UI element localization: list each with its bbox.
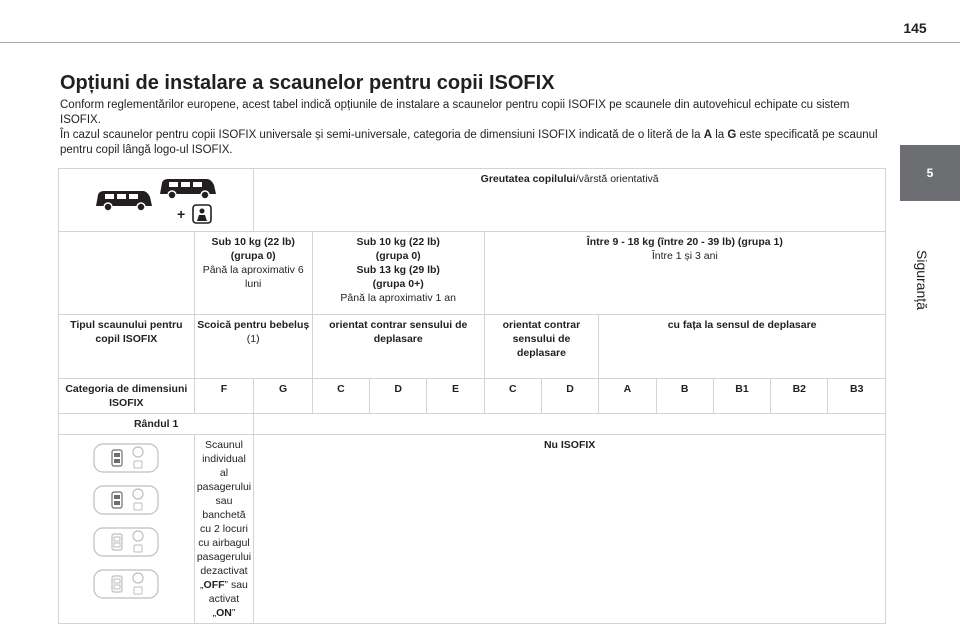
category-value: B1 — [735, 383, 749, 395]
weight-g0p-a: Sub 10 kg (22 lb) — [356, 236, 440, 248]
category-value: B — [680, 383, 689, 395]
intro-text — [60, 98, 890, 158]
weight-g0p-d: (grupa 0+) — [372, 278, 424, 290]
seat-type-carrycot-label: Scoică pentru bebeluș — [197, 319, 310, 331]
seat-result: Nu ISOFIX — [543, 439, 596, 451]
category-cell — [656, 379, 713, 414]
category-cell — [312, 379, 369, 414]
intro-line-2-post: este specificată pe scaunul pentru copil lângă logo-ul ISOFIX. — [60, 129, 878, 156]
category-value: E — [452, 383, 460, 395]
seat-layout-icon — [90, 566, 162, 602]
seat-layout-icon — [90, 482, 162, 518]
seat-type-carrycot-note: (1) — [246, 333, 260, 345]
seat-type-forward-label: cu fața la sensul de deplasare — [667, 319, 817, 331]
weight-g1: Între 9 - 18 kg (între 20 - 39 lb) (grupa 1) — [586, 236, 783, 248]
seat-type-label: Tipul scaunului pentru copil ISOFIX — [70, 319, 183, 345]
child-seat-icon — [175, 204, 215, 224]
category-cell — [541, 379, 598, 414]
row-1-label-cell — [59, 414, 254, 435]
weight-g1-age: Între 1 și 3 ani — [651, 250, 718, 262]
seat-description-post: ” — [231, 607, 236, 619]
seat-type-rear-1 — [312, 315, 484, 379]
category-cell — [254, 379, 312, 414]
intro-line-1: Conform reglementărilor europene, acest tabel indică opțiunile de instalare a scaunelor pentru copii ISOFIX pe scaunele din autovehicul echipate cu sistem ISOFIX. — [60, 99, 850, 126]
page-title: Opțiuni de instalare a scaunelor pentru copii ISOFIX — [60, 72, 555, 94]
weight-g0p-c: Sub 13 kg (29 lb) — [356, 264, 440, 276]
category-cell — [427, 379, 484, 414]
weights-row — [59, 232, 886, 315]
row-1-empty-cell — [254, 414, 886, 435]
category-value: A — [623, 383, 632, 395]
header-weight-cell — [254, 169, 886, 232]
seat-description-pre: Scaunul individual al pasagerului sau banchetă cu 2 locuri cu airbagul pasagerului dezactivat „ — [196, 439, 252, 591]
seat-type-rear-2 — [484, 315, 599, 379]
category-cell — [713, 379, 770, 414]
weight-group-0plus — [312, 232, 484, 315]
weight-group-0 — [194, 232, 312, 315]
category-label-cell — [59, 379, 195, 414]
category-cell — [484, 379, 541, 414]
category-value: D — [566, 383, 574, 395]
seat-diagrams-cell — [59, 435, 195, 624]
category-value: D — [394, 383, 402, 395]
category-label: Categoria de dimensiuni ISOFIX — [65, 383, 188, 409]
category-value: B3 — [850, 383, 864, 395]
seat-type-row — [59, 315, 886, 379]
weight-group-1 — [484, 232, 885, 315]
seat-type-rear-1-label: orientat contrar sensului de deplasare — [329, 319, 468, 345]
category-cell — [771, 379, 828, 414]
category-cell — [599, 379, 656, 414]
intro-letter-g: G — [727, 129, 737, 141]
seat-description-cell — [194, 435, 254, 624]
row-1-label-row — [59, 414, 886, 435]
table-row — [59, 435, 886, 624]
seat-result-cell — [254, 435, 886, 624]
chapter-number: 5 — [926, 166, 934, 180]
airbag-on-label: ON — [216, 607, 232, 619]
weights-empty-cell — [59, 232, 195, 315]
intro-line-2-pre: În cazul scaunelor pentru copii ISOFIX universale și semi-universale, categoria de dimensiuni ISOFIX indicată de o literă de la — [60, 129, 704, 141]
isofix-table — [58, 168, 886, 624]
category-value: C — [337, 383, 345, 395]
category-value: C — [509, 383, 517, 395]
intro-line-2 — [60, 128, 890, 158]
seat-type-carrycot — [194, 315, 312, 379]
van-icon — [93, 186, 155, 214]
weight-g0p-b: (grupa 0) — [375, 250, 421, 262]
category-value: B2 — [792, 383, 806, 395]
van-icon — [157, 174, 219, 202]
seat-layout-icon — [90, 524, 162, 560]
header-weight-suffix: /vârstă orientativă — [575, 173, 659, 185]
page-number: 145 — [903, 20, 927, 36]
category-value: F — [220, 383, 228, 395]
weight-g0-b: (grupa 0) — [230, 250, 276, 262]
airbag-off-label: OFF — [203, 579, 225, 591]
seat-layout-icon — [90, 440, 162, 476]
weight-g0-age: Până la aproximativ 6 luni — [202, 264, 304, 290]
seat-type-label-cell — [59, 315, 195, 379]
top-rule — [0, 42, 960, 43]
category-cell — [370, 379, 427, 414]
category-row — [59, 379, 886, 414]
seat-description-mid: ” sau activat „ — [208, 579, 248, 619]
row-1-label: Rândul 1 — [133, 418, 179, 430]
seat-type-forward — [599, 315, 886, 379]
chapter-tab[interactable] — [900, 145, 960, 201]
vehicle-icons-cell — [59, 169, 254, 232]
chapter-label: Siguranță — [914, 250, 930, 310]
intro-letter-a: A — [703, 129, 712, 141]
weight-g0-a: Sub 10 kg (22 lb) — [211, 236, 295, 248]
table-header-row — [59, 169, 886, 232]
intro-line-2-mid: la — [712, 129, 728, 141]
weight-g0p-age: Până la aproximativ 1 an — [340, 292, 456, 304]
svg-text:+: + — [177, 206, 186, 222]
category-cell — [194, 379, 254, 414]
category-cell — [828, 379, 886, 414]
seat-type-rear-2-label: orientat contrar sensului de deplasare — [502, 319, 581, 359]
category-value: G — [278, 383, 288, 395]
header-weight-label: Greutatea copilului — [480, 173, 576, 185]
